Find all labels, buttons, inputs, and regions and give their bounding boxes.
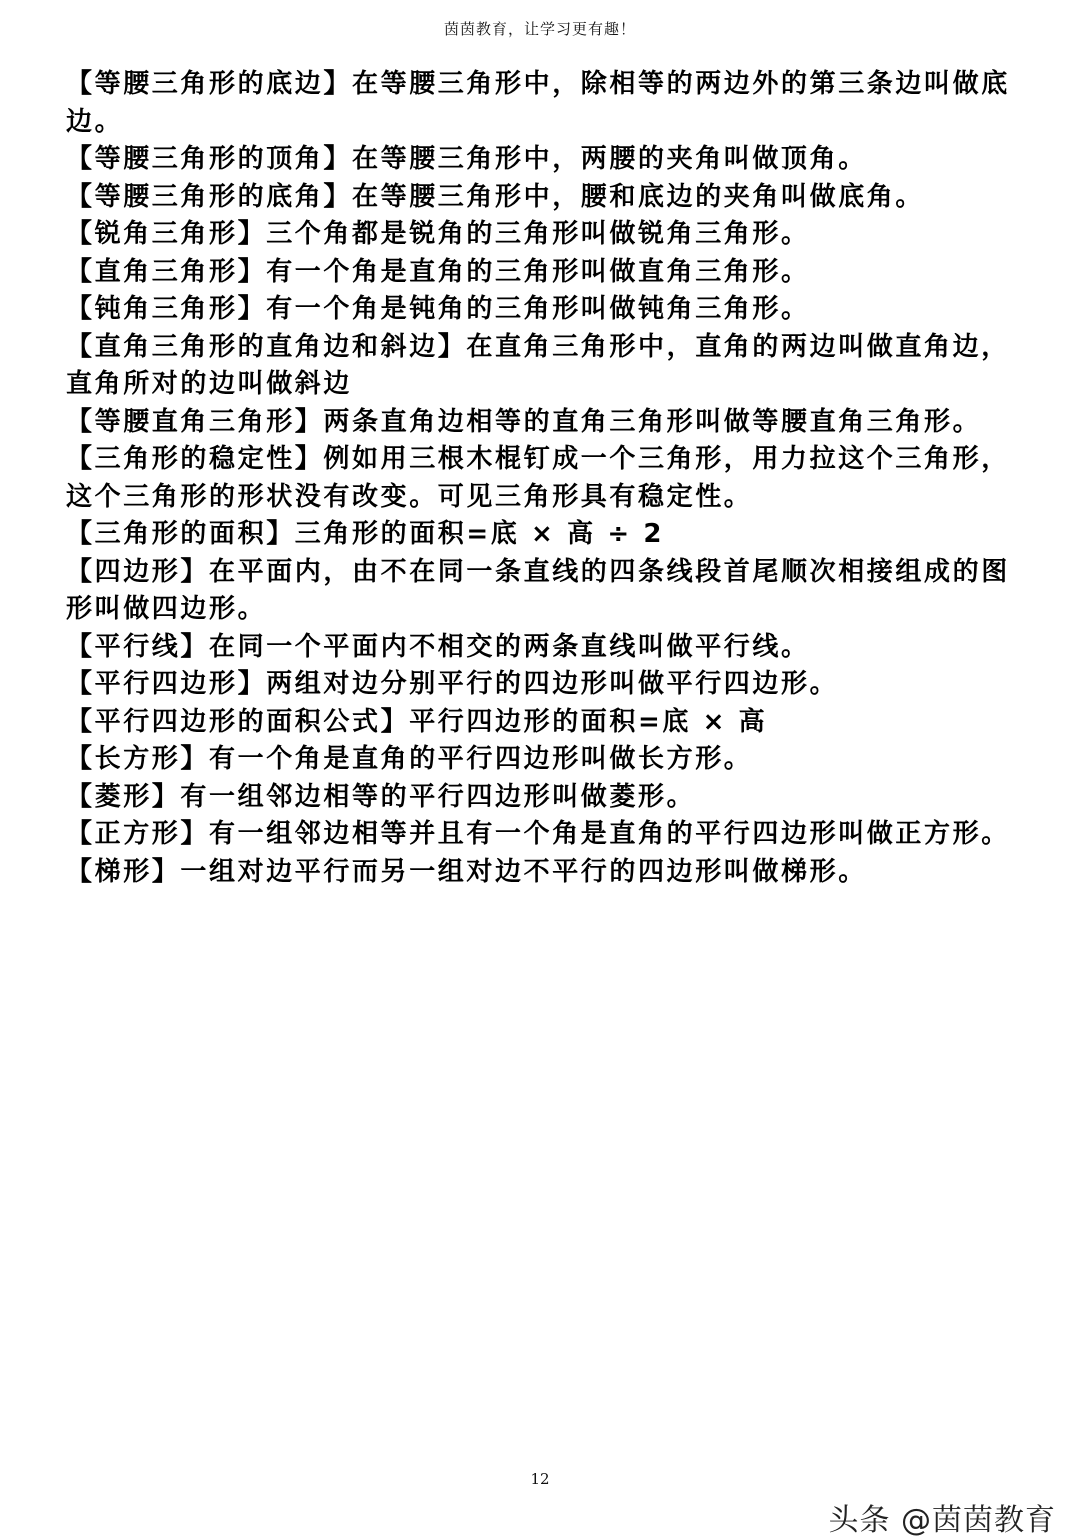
- definition-rhombus: 【菱形】有一组邻边相等的平行四边形叫做菱形。: [66, 781, 696, 812]
- watermark: 头条 @茵茵教育: [828, 1503, 1056, 1538]
- definition-rectangle: 【长方形】有一个角是直角的平行四边形叫做长方形。: [66, 744, 753, 774]
- definition-triangle-area: 【三角形的面积】三角形的面积=底 × 高 ÷ 2: [66, 519, 665, 549]
- definition-isosceles-base: 【等腰三角形的底边】在等腰三角形中，除相等的两边外的第三条边叫做底边。: [66, 69, 1010, 137]
- definition-parallelogram: 【平行四边形】两组对边分别平行的四边形叫做平行四边形。: [66, 669, 839, 699]
- definition-square: 【正方形】有一组邻边相等并且有一个角是直角的平行四边形叫做正方形。: [66, 819, 1010, 849]
- page-header: 茵茵教育，让学习更有趣！: [443, 20, 636, 38]
- definition-legs-and-hypotenuse: 【直角三角形的直角边和斜边】在直角三角形中，直角的两边叫做直角边，直角所对的边叫做斜边: [66, 331, 1010, 399]
- definition-isosceles-right-triangle: 【等腰直角三角形】两条直角边相等的直角三角形叫做等腰直角三角形。: [66, 406, 982, 437]
- definition-triangle-stability: 【三角形的稳定性】例如用三根木棍钉成一个三角形，用力拉这个三角形，这个三角形的形状没有改变。可见三角形具有稳定性。: [66, 444, 1010, 512]
- definition-obtuse-triangle: 【钝角三角形】有一个角是钝角的三角形叫做钝角三角形。: [66, 294, 810, 324]
- page-number: 12: [530, 1470, 550, 1488]
- definition-isosceles-base-angle: 【等腰三角形的底角】在等腰三角形中，腰和底边的夹角叫做底角。: [66, 181, 925, 212]
- definition-parallelogram-area: 【平行四边形的面积公式】平行四边形的面积=底 × 高: [66, 706, 768, 737]
- definition-quadrilateral: 【四边形】在平面内，由不在同一条直线的四条线段首尾顺次相接组成的图形叫做四边形。: [66, 556, 1010, 624]
- definition-acute-triangle: 【锐角三角形】三个角都是锐角的三角形叫做锐角三角形。: [66, 219, 810, 249]
- definitions-list: [66, 66, 1018, 891]
- definition-right-triangle: 【直角三角形】有一个角是直角的三角形叫做直角三角形。: [66, 256, 810, 287]
- definition-trapezoid: 【梯形】一组对边平行而另一组对边不平行的四边形叫做梯形。: [66, 856, 867, 887]
- definition-isosceles-apex-angle: 【等腰三角形的顶角】在等腰三角形中，两腰的夹角叫做顶角。: [66, 144, 867, 174]
- definition-parallel-lines: 【平行线】在同一个平面内不相交的两条直线叫做平行线。: [66, 631, 810, 662]
